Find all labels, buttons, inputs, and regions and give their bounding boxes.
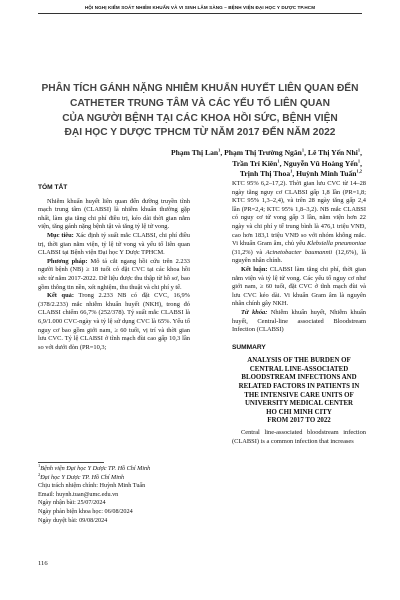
- english-title-line: THE INTENSIVE CARE UNITS OF: [244, 391, 354, 399]
- affiliation-text: Bệnh viện Đại học Y Dược TP. Hồ Chí Minh: [40, 465, 151, 472]
- author-name: Trần Trí Kiên: [232, 158, 278, 168]
- result-label: Kết quả:: [47, 292, 74, 300]
- objective-text: Xác định tỷ suất mắc CLABSI, chi phí điều trị, thời gian nằm viện, tỷ lệ tử vong và yếu tố liên quan CLABSI tại Bệnh viện Đại học Y Dược TPHCM.: [38, 231, 190, 257]
- author-list: [102, 148, 362, 180]
- abstract-objective: [38, 232, 190, 258]
- title-line-4: ĐẠI HỌC Y DƯỢC TPHCM TỪ NĂM 2017 ĐẾN NĂM 2022: [64, 127, 336, 139]
- abstract-keywords: [232, 309, 366, 335]
- date-reviewed: Ngày phản biện khoa học: 06/08/2024: [38, 507, 133, 515]
- objective-label: Mục tiêu:: [47, 231, 74, 239]
- author-name: Trịnh Thị Thoa: [239, 169, 291, 179]
- bacteria-percent: (12,6%), là nguyên nhân chính.: [232, 248, 366, 265]
- header-rule: [38, 13, 362, 14]
- abstract-method: [38, 258, 190, 292]
- bacteria-name: Acinetobacter baumannii: [265, 248, 333, 256]
- author-name: Phạm Thị Lan: [170, 148, 219, 157]
- summary-heading: SUMMARY: [232, 343, 266, 351]
- contact-email: Email: huynh.tuan@umc.edu.vn: [38, 490, 119, 498]
- title-line-2: CATHETER TRUNG TÂM VÀ CÁC YẾU TỐ LIÊN QUAN: [70, 97, 330, 109]
- abstract-conclusion: [232, 266, 366, 309]
- keywords-text: Nhiễm khuẩn huyết, Nhiễm khuẩn huyết, Central-line associated Bloodstream Infection (CLABSI): [232, 308, 366, 334]
- bacteria-name: Klebsiella pneumoniae: [307, 240, 366, 248]
- english-title-line: RELATED FACTORS IN PATIENTS IN: [238, 383, 360, 391]
- affiliation-text: Đại học Y Dược TP. Hồ Chí Minh: [40, 473, 125, 481]
- result-text: Trong 2.233 NB có đặt CVC, 16,9% (378/2.233) mắc nhiễm khuẩn huyết (NKH), trong đó CLABSI chiếm 66,7% (252/378). Tỷ suất mắc CLABSI là 6,9/1.000 CVC-ngày và tỷ lệ sử dụng CVC là 65%. Yếu tố nguy cơ bao gồm giới nam, ≥ 60 tuổi, vị trí và thời gian lưu CVC. Tỷ lệ CLABSI ở tĩnh mạch đùi cao gấp 10,3 lần so với dưới đòn (PR=10,3;: [38, 292, 190, 351]
- responsible-author: Chịu trách nhiệm chính: Huỳnh Minh Tuấn: [38, 482, 146, 490]
- author-line-2: [102, 159, 362, 170]
- abstract-heading: TÓM TẮT: [38, 184, 68, 191]
- author-name: , Huỳnh Minh Tuấn: [292, 169, 357, 179]
- bacteria-percent: (31,2%) và: [232, 248, 266, 256]
- footnote-mark: 2: [38, 471, 41, 477]
- english-title-line: FROM 2017 TO 2022: [267, 417, 331, 425]
- abstract-result-continued: [232, 180, 366, 266]
- affiliation-mark: 1: [290, 168, 293, 174]
- affiliation-mark: 1: [277, 158, 280, 164]
- conclusion-text: CLABSI làm tăng chi phí, thời gian nằm viện và tỷ lệ tử vong. Các yếu tố nguy cơ như giới nam, ≥ 60 tuổi, đặt CVC ở tĩnh mạch đùi và lưu CVC kéo dài. Vi khuẩn Gram âm là nguyên nhân chính gây NKH.: [232, 265, 366, 308]
- separator: ,: [360, 158, 362, 168]
- footnote-rule: [38, 462, 104, 463]
- author-name: , Nguyễn Vũ Hoàng Yến: [279, 158, 358, 168]
- abstract-result: [38, 292, 190, 352]
- separator: ,: [360, 148, 362, 157]
- result-continued-text: KTC 95% 6,2–17,2). Thời gian lưu CVC từ 14–28 ngày tăng nguy cơ CLABSI gấp 1,8 lần (PR=1,8; KTC 95% 1,3–2,4), và trên 28 ngày tăng gấp 2,4 lần (PR=2,4; KTC 95% 1,8–3,2). NB mắc CLABSI có nguy cơ tử vong gấp 3 lần, nằm viện hơn 22 ngày và chi phí y tế trung bình là 476,1 triệu VNĐ, cao hơn 183,1 triệu VNĐ so với nhóm không mắc. Vi khuẩn Gram âm, chủ yếu: [232, 180, 366, 248]
- english-title-line: HO CHI MINH CITY: [266, 408, 332, 416]
- summary-intro: Central line-associated bloodstream infection (CLABSI) is a common infection that increases: [232, 429, 366, 445]
- english-title-line: BLOODSTREAM INFECTIONS AND: [241, 374, 357, 382]
- affiliation-mark: 1: [357, 147, 361, 153]
- affiliation-mark: 1: [301, 147, 305, 153]
- english-title-line: ANALYSIS OF THE BURDEN OF: [247, 357, 351, 365]
- footnote-mark: 1: [38, 462, 41, 468]
- keywords-label: Từ khóa:: [241, 308, 268, 316]
- english-title: [232, 357, 366, 426]
- page-number: 116: [38, 560, 48, 567]
- author-line-1: [102, 148, 362, 159]
- footnote-affiliation-1: [38, 462, 198, 474]
- footnotes: [38, 462, 198, 525]
- method-text: Mô tả cắt ngang hồi cứu trên 2.233 người bệnh (NB) ≥ 18 tuổi có đặt CVC tại các khoa hồi sức từ năm 2017-2022. Dữ liệu được thu thập từ hồ sơ, bao gồm thông tin nền, xét nghiệm, thu thuật và chi phí y tế.: [38, 257, 190, 291]
- title-line-3: CỦA NGƯỜI BỆNH TẠI CÁC KHOA HỒI SỨC, BỆNH VIỆN: [62, 112, 338, 124]
- title-line-1: PHÂN TÍCH GÁNH NẶNG NHIỄM KHUẨN HUYẾT LIÊN QUAN ĐẾN: [41, 83, 359, 94]
- running-head: HỘI NGHỊ KIỂM SOÁT NHIỄM KHUẨN VÀ VI SINH LÂM SÀNG – BỆNH VIỆN ĐẠI HỌC Y DƯỢC TP.HCM: [84, 5, 316, 10]
- english-title-line: CENTRAL LINE-ASSOCIATED: [249, 365, 349, 373]
- footnote-affiliation-2: [38, 471, 198, 483]
- author-line-3: [102, 169, 362, 180]
- date-received: Ngày nhận bài: 25/07/2024: [38, 499, 106, 507]
- author-name: , Lê Thị Yến Nhi: [304, 148, 358, 157]
- date-accepted: Ngày duyệt bài: 09/08/2024: [38, 516, 108, 524]
- right-column: [232, 180, 366, 446]
- author-name: , Phạm Thị Trường Ngân: [220, 148, 302, 157]
- left-column: [38, 184, 190, 352]
- affiliation-mark: 1: [218, 147, 221, 153]
- method-label: Phương pháp:: [47, 257, 88, 265]
- abstract-intro: Nhiễm khuẩn huyết liên quan đến đường truyền tĩnh mạch trung tâm (CLABSI) là nhiễm khuẩn thường gặp nhất, làm gia tăng chi phí điều trị, kéo dài thời gian nằm viện, tăng gánh nặng bệnh tật và tăng tỷ lệ tử vong.: [38, 197, 190, 231]
- english-title-line: UNIVERSITY MEDICAL CENTER: [244, 400, 354, 408]
- article-title: [30, 82, 370, 141]
- affiliation-mark: 1,2: [356, 168, 362, 174]
- affiliation-mark: 1: [357, 158, 361, 164]
- conclusion-label: Kết luận:: [241, 265, 268, 273]
